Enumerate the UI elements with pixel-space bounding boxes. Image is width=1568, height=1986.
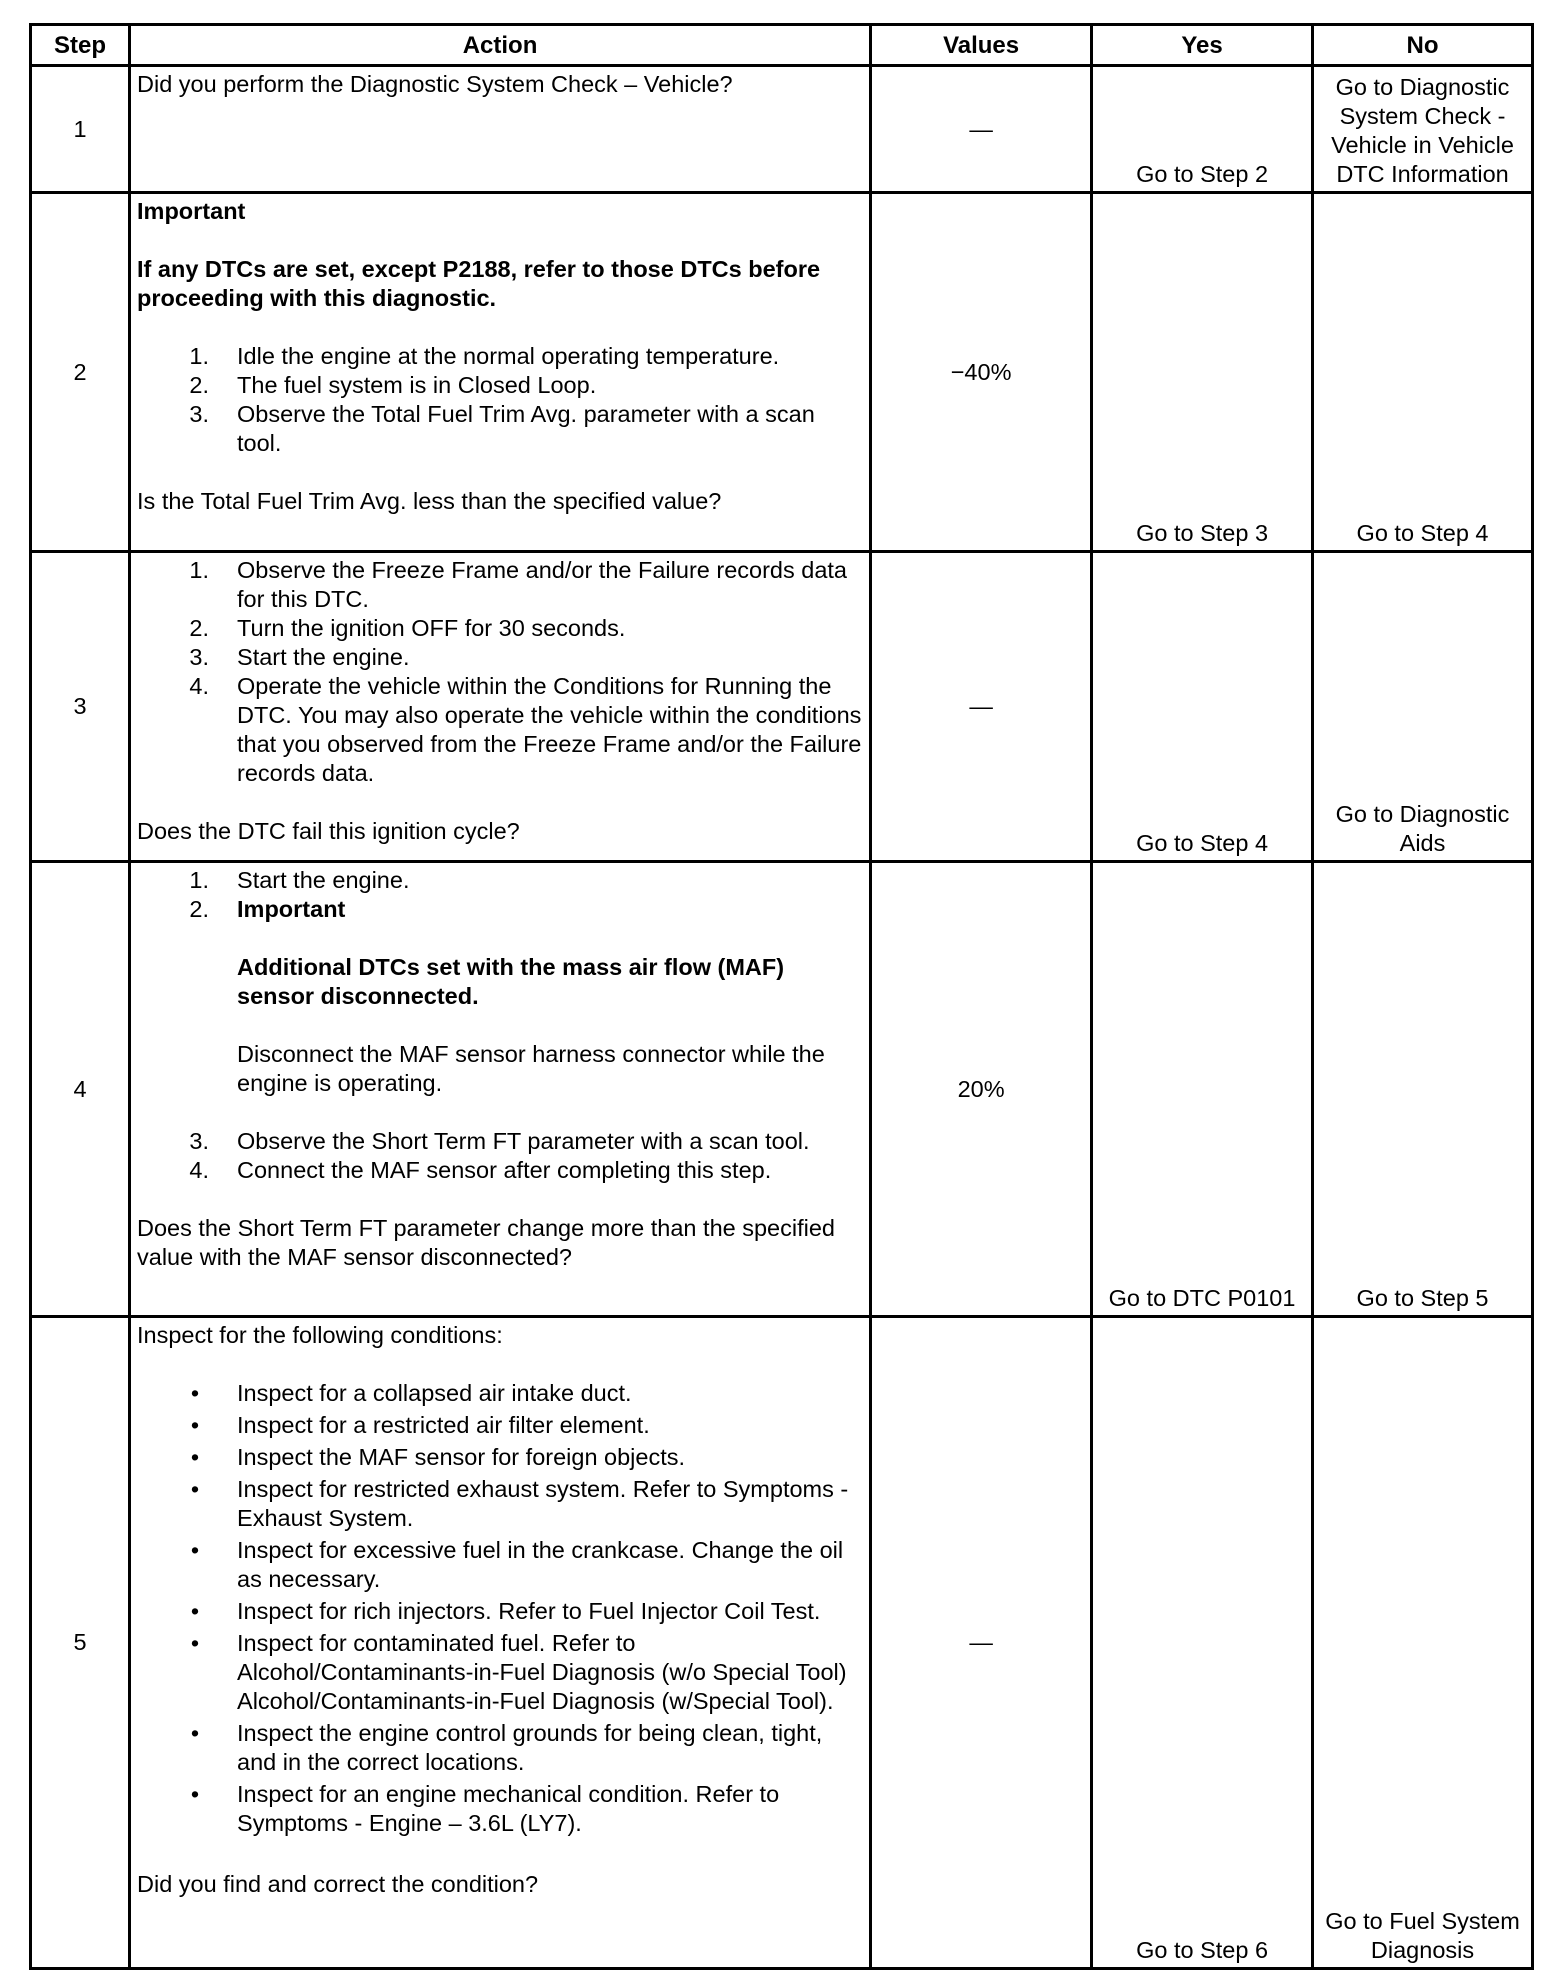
yes-cell: Go to Step 3 [1092,193,1313,552]
list-item-text: Disconnect the MAF sensor harness connector while the engine is operating. [237,1041,825,1096]
no-cell: Go to Fuel System Diagnosis [1313,1317,1533,1969]
list-item: • Inspect for excessive fuel in the crankcase. Change the oil as necessary. [190,1537,844,1592]
list-item: 1. Observe the Freeze Frame and/or the Failure records data for this DTC. [189,557,847,612]
step-number: 2 [31,193,130,552]
list-item: • Inspect for a restricted air filter element. [190,1412,650,1438]
important-note: Additional DTCs set with the mass air flow (MAF) sensor disconnected. [237,954,785,1009]
header-row [31,25,1533,66]
list-item: • Inspect for rich injectors. Refer to Fuel Injector Coil Test. [190,1598,821,1624]
list-item: 3. Observe the Total Fuel Trim Avg. parameter with a scan tool. [189,401,815,456]
list-item: • Inspect for contaminated fuel. Refer to Alcohol/Contaminants-in-Fuel Diagnosis (w/o Special Tool) Alcohol/Contaminants-in-Fuel Diagnosis (w/Special Tool). [190,1630,847,1714]
intro-text: Inspect for the following conditions: [137,1322,503,1348]
question-text: Does the DTC fail this ignition cycle? [137,818,520,844]
important-note: If any DTCs are set, except P2188, refer to those DTCs before proceeding with this diagnostic. [137,256,821,311]
yes-cell: Go to DTC P0101 [1092,862,1313,1317]
list-item: 4. Operate the vehicle within the Conditions for Running the DTC. You may also operate the vehicle within the conditions that you observed from the Freeze Frame and/or the Failure records data. [189,673,862,786]
step-number: 1 [31,66,130,193]
list-item: • Inspect the MAF sensor for foreign objects. [190,1444,686,1470]
action-cell [130,66,871,193]
action-cell [130,552,871,862]
value-cell: 20% [871,862,1092,1317]
yes-cell: Go to Step 6 [1092,1317,1313,1969]
table-row [31,193,1533,552]
value-cell: — [871,66,1092,193]
no-cell: Go to Diagnostic Aids [1313,552,1533,862]
question-text: Does the Short Term FT parameter change more than the specified value with the MAF sensor disconnected? [137,1215,835,1270]
list-item: • Inspect the engine control grounds for being clean, tight, and in the correct locations. [190,1720,823,1775]
list-item: 1. Idle the engine at the normal operating temperature. [189,343,780,369]
header-values: Values [871,25,1092,66]
action-cell [130,1317,871,1969]
header-no: No [1313,25,1533,66]
header-yes: Yes [1092,25,1313,66]
step-list [137,342,863,458]
list-item: 3. Start the engine. [189,644,410,670]
table-row [31,552,1533,862]
yes-cell: Go to Step 4 [1092,552,1313,862]
no-cell: Go to Diagnostic System Check - Vehicle in Vehicle DTC Information [1313,66,1533,193]
question-text: Is the Total Fuel Trim Avg. less than the specified value? [137,488,722,514]
condition-list [137,1379,863,1838]
action-cell [130,862,871,1317]
list-item: 3. Observe the Short Term FT parameter with a scan tool. [189,1128,810,1154]
table-row [31,862,1533,1317]
list-item: 2. Important Additional DTCs set with the mass air flow (MAF) sensor disconnected. Disconnect the MAF sensor harness connector while the engine is operating. [137,895,863,1127]
step-list [137,866,863,1185]
important-label: Important [137,198,246,224]
yes-cell: Go to Step 2 [1092,66,1313,193]
value-cell: — [871,1317,1092,1969]
important-label: Important [237,896,346,922]
list-item: 2. Turn the ignition OFF for 30 seconds. [189,615,626,641]
list-item: 4. Connect the MAF sensor after completing this step. [189,1157,772,1183]
list-item: 2. The fuel system is in Closed Loop. [189,372,597,398]
no-cell: Go to Step 4 [1313,193,1533,552]
table-row [31,66,1533,193]
value-cell: −40% [871,193,1092,552]
header-step: Step [31,25,130,66]
diagnostic-table [29,23,1534,1970]
question-text: Did you find and correct the condition? [137,1871,539,1897]
step-number: 3 [31,552,130,862]
value-cell: — [871,552,1092,862]
list-item: • Inspect for a collapsed air intake duct. [190,1380,632,1406]
step-number: 5 [31,1317,130,1969]
no-cell: Go to Step 5 [1313,862,1533,1317]
action-cell [130,193,871,552]
header-action: Action [130,25,871,66]
step-number: 4 [31,862,130,1317]
list-item: 1. Start the engine. [189,867,410,893]
list-item: • Inspect for an engine mechanical condition. Refer to Symptoms - Engine – 3.6L (LY7). [190,1781,780,1836]
list-item: • Inspect for restricted exhaust system. Refer to Symptoms - Exhaust System. [190,1476,849,1531]
table-row [31,1317,1533,1969]
question-text: Did you perform the Diagnostic System Check – Vehicle? [137,71,733,97]
step-list [137,556,863,788]
